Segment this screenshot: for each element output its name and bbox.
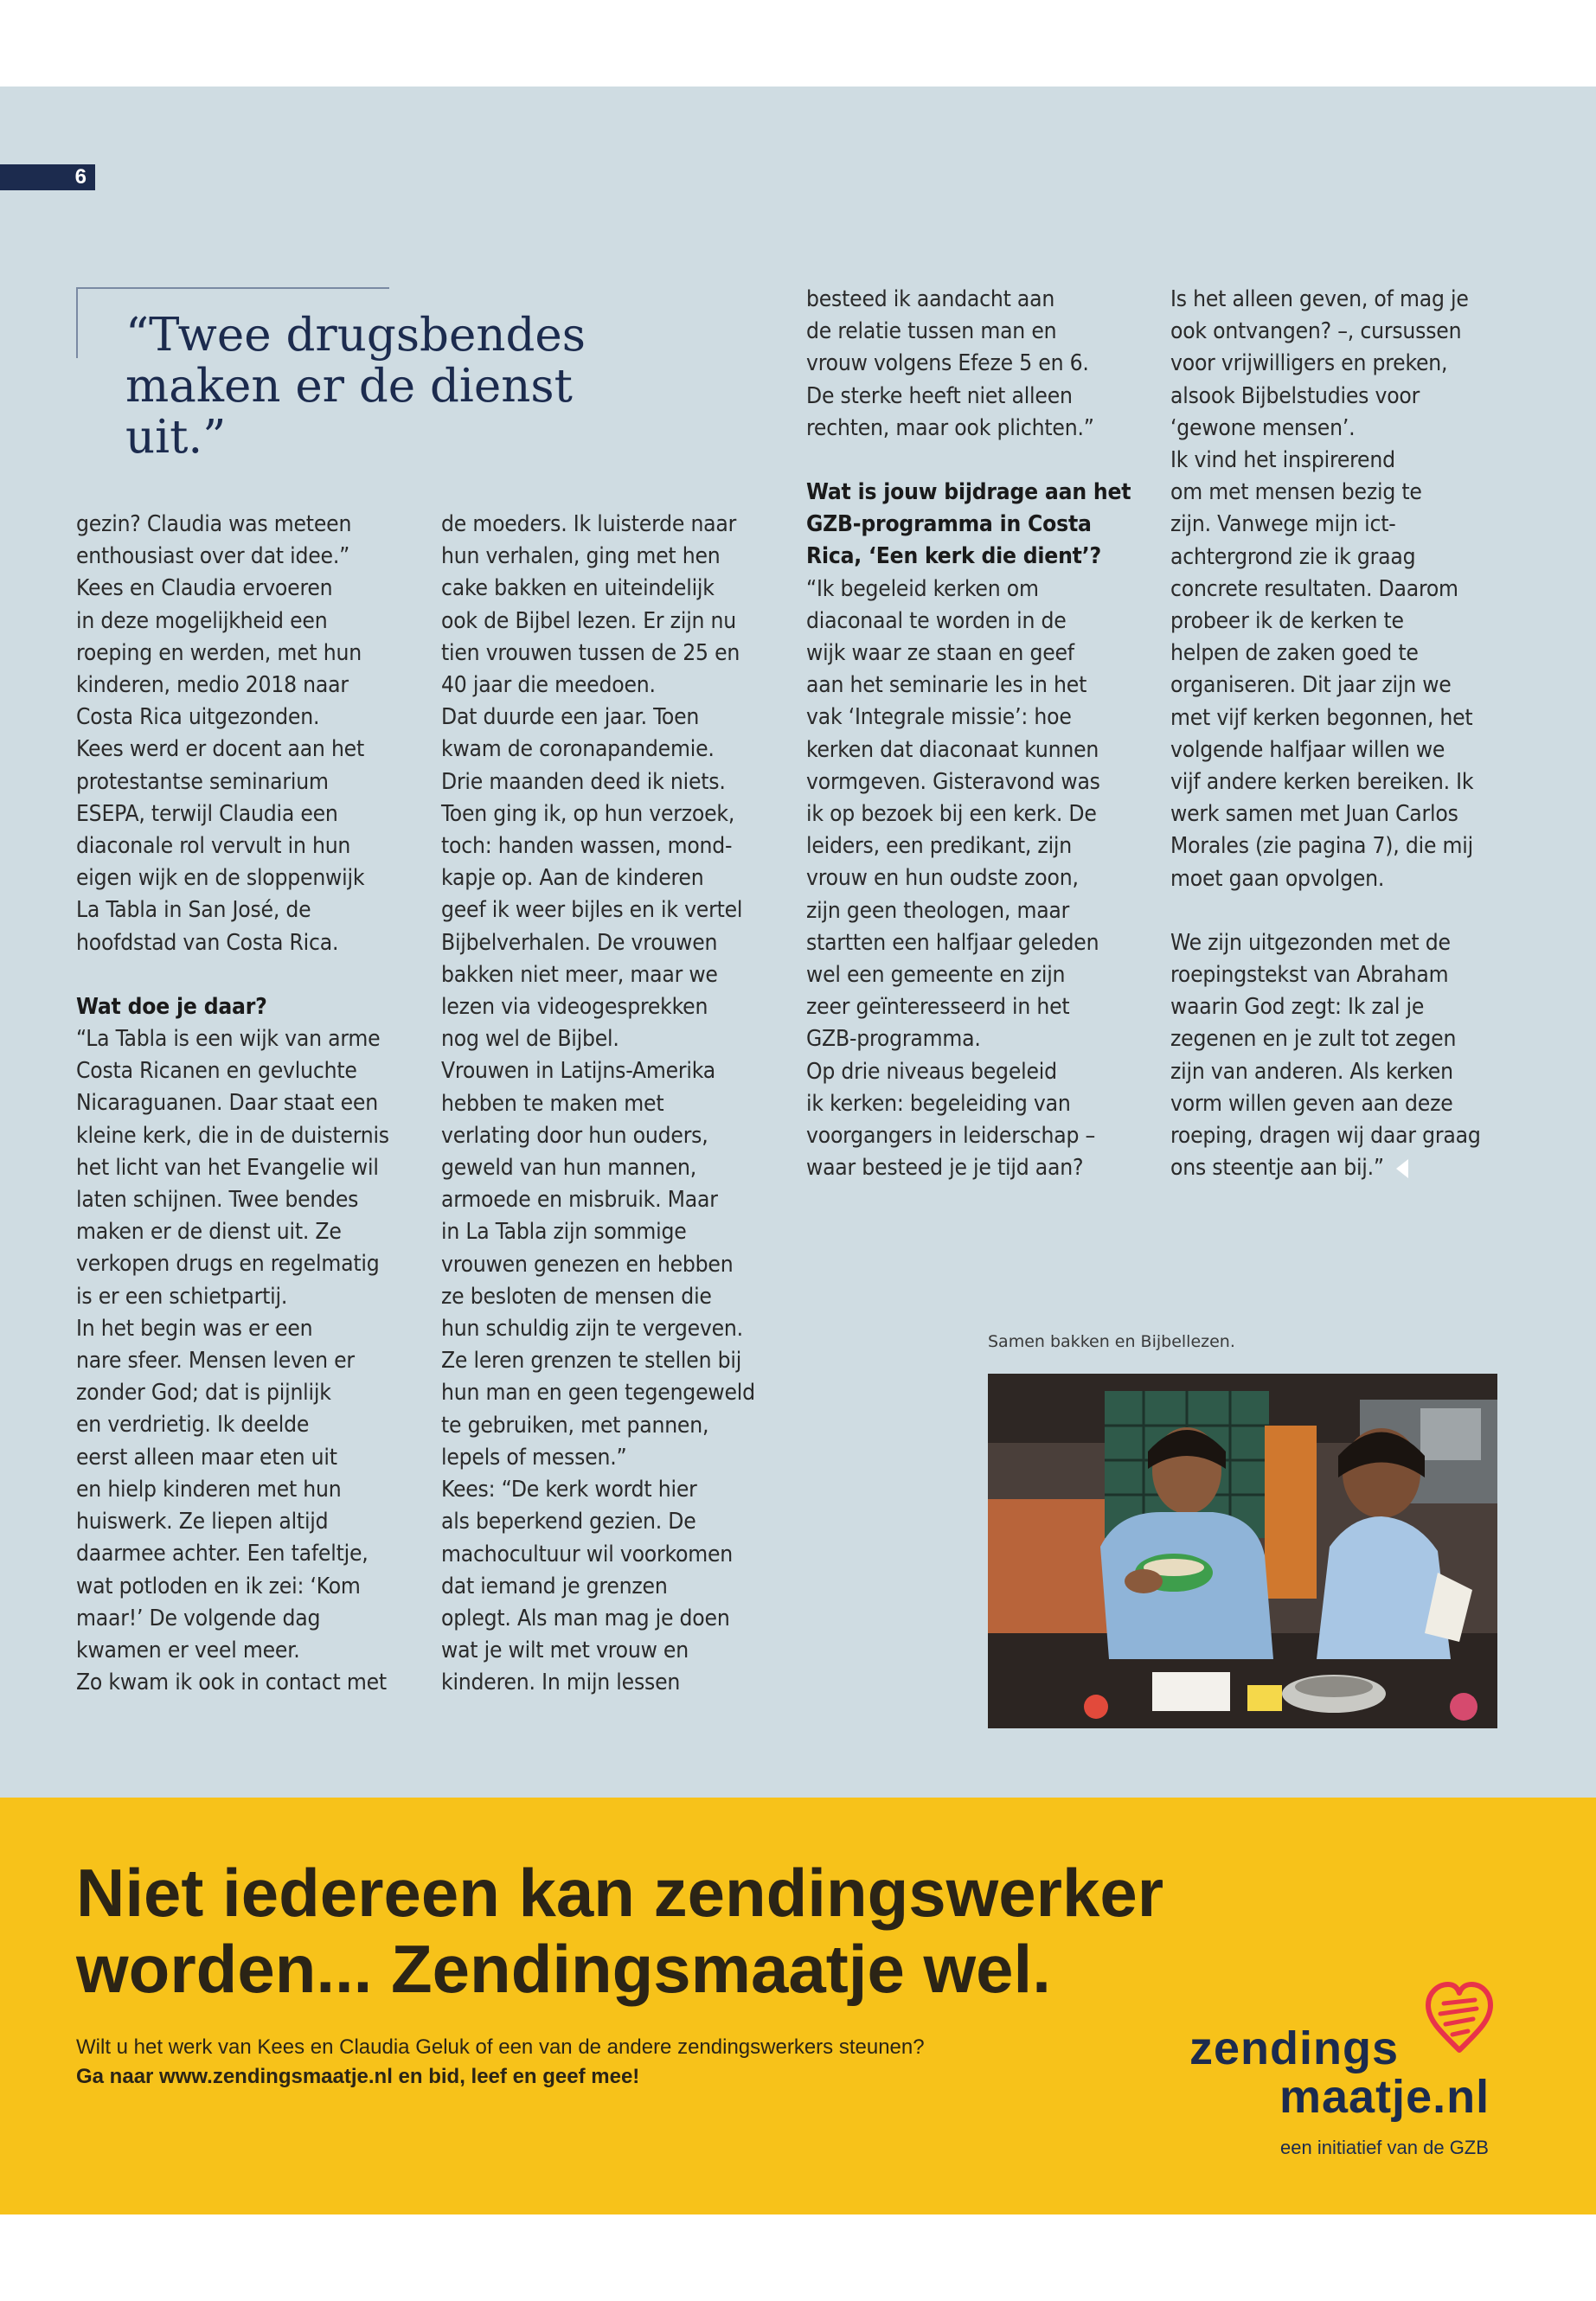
closing-paragraph (1170, 927, 1515, 1185)
logo-text-line-1: zendings (1189, 2022, 1400, 2074)
ad-text (76, 2033, 1157, 2092)
paragraph: Is het alleen geven, of mag je ook ontvangen? –, cursussen voor vrijwilligers en preken, alsook Bijbelstudies voor ‘gewone mensen’. Ik vind het inspirerend om met mensen bezig te zijn. Vanwege mijn ict- achtergrond zie ik graag concrete resultaten. Daarom probeer ik de kerken te helpen de zaken goed te organiseren. Dit jaar zijn we met vijf kerken begonnen, het volgende halfjaar willen we vijf andere kerken bereiken. Ik werk samen met Juan Carlos Morales (zie pagina 7), die mij moet gaan opvolgen. (1170, 286, 1474, 892)
page-number: 6 (74, 165, 87, 189)
logo-tagline: een initiatief van de GZB (1280, 2137, 1489, 2158)
logo-text-line-2: maatje.nl (1279, 2071, 1490, 2123)
article-column-1 (76, 509, 420, 1699)
article-column-3 (806, 284, 1151, 1184)
subheading: Wat is jouw bijdrage aan het GZB-programma in Costa Rica, ‘Een kerk die dient’? (806, 479, 1131, 570)
pull-quote-text: “Twee drugsbendes maken er de dienst uit.” (125, 309, 586, 464)
photo-illustration (988, 1374, 1497, 1728)
paragraph: We zijn uitgezonden met de roepingstekst van Abraham waarin God zegt: Ik zal je zegenen en je zult tot zegen zijn van anderen. Als kerken vorm willen geven aan deze roeping, dragen wij daar graag ons steentje aan bij.” (1170, 929, 1481, 1182)
zendingsmaatje-logo (1189, 1981, 1535, 2171)
article-photo (988, 1374, 1497, 1728)
ad-body-text: Wilt u het werk van Kees en Claudia Geluk of een van de andere zendingswerkers steunen? (76, 2035, 925, 2059)
paragraph: “La Tabla is een wijk van arme Costa Ricanen en gevluchte Nicaraguanen. Daar staat een kleine kerk, die in de duisternis het licht van het Evangelie wil laten schijnen. Twee bendes maken er de dienst uit. Ze verkopen drugs en regelmatig is er een schietpartij. In het begin was er een nare sfeer. Mensen leven er zonder God; dat is pijnlijk en verdrietig. Ik deelde eerst alleen maar eten uit en hielp kinderen met hun huiswerk. Ze liepen altijd daarmee achter. Een tafeltje, wat potloden en ik zei: ‘Kom maar!’ De volgende dag kwamen er veel meer. Zo kwam ik ook in contact met (76, 1026, 389, 1696)
heart-icon (1425, 1981, 1494, 2054)
paragraph: besteed ik aandacht aan de relatie tussen man en vrouw volgens Efeze 5 en 6. De sterke heeft niet alleen rechten, maar ook plichten.” (806, 286, 1094, 441)
ad-call-to-action: Ga naar www.zendingsmaatje.nl en bid, leef en geef mee! (76, 2065, 640, 2088)
paragraph: de moeders. Ik luisterde naar hun verhalen, ging met hen cake bakken en uiteindelijk ook de Bijbel lezen. Er zijn nu tien vrouwen tussen de 25 en 40 jaar die meedoen. Dat duurde een jaar. Toen kwam de coronapandemie. Drie maanden deed ik niets. Toen ging ik, op hun verzoek, toch: handen wassen, mond- kapje op. Aan de kinderen geef ik weer bijles en ik vertel Bijbelverhalen. De vrouwen bakken niet meer, maar we lezen via videogesprekken nog wel de Bijbel. Vrouwen in Latijns-Amerika hebben te maken met verlating door hun ouders, geweld van hun mannen, armoede en misbruik. Maar in La Tabla zijn sommige vrouwen genezen en hebben ze besloten de mensen die hun schuldig zijn te vergeven. Ze leren grenzen te stellen bij hun man en geen tegengeweld te gebruiken, met pannen, lepels of messen.” Kees: “De kerk wordt hier als beperkend gezien. De machocultuur wil voorkomen dat iemand je grenzen oplegt. Als man mag je doen wat je wilt met vrouw en kinderen. In mijn lessen (441, 511, 755, 1696)
subheading: Wat doe je daar? (76, 993, 267, 1020)
photo-caption: Samen bakken en Bijbellezen. (988, 1332, 1235, 1351)
page-number-bar (0, 164, 95, 190)
pull-quote (125, 310, 644, 463)
article-column-2 (441, 509, 785, 1700)
article-column-4 (1170, 284, 1515, 1184)
paragraph: “Ik begeleid kerken om diaconaal te worden in de wijk waar ze staan en geef aan het seminarie les in het vak ‘Integrale missie’: hoe kerken dat diaconaat kunnen vormgeven. Gisteravond was ik op bezoek bij een kerk. De leiders, een predikant, zijn vrouw en hun oudste zoon, zijn geen theologen, maar startten een halfjaar geleden wel een gemeente en zijn zeer geïnteresseerd in het GZB-programma. Op drie niveaus begeleid ik kerken: begeleiding van voorgangers in leiderschap – waar besteed je je tijd aan? (806, 575, 1100, 1182)
end-of-article-marker (1396, 1159, 1408, 1178)
paragraph: gezin? Claudia was meteen enthousiast over dat idee.” Kees en Claudia ervoeren in deze mogelijkheid een roeping en werden, met hun kinderen, medio 2018 naar Costa Rica uitgezonden. Kees werd er docent aan het protestantse seminarium ESEPA, terwijl Claudia een diaconale rol vervult in hun eigen wijk en de sloppenwijk La Tabla in San José, de hoofdstad van Costa Rica. (76, 511, 365, 956)
ad-headline: Niet iedereen kan zendingswerker worden... Zendingsmaatje wel. (76, 1855, 1164, 2007)
